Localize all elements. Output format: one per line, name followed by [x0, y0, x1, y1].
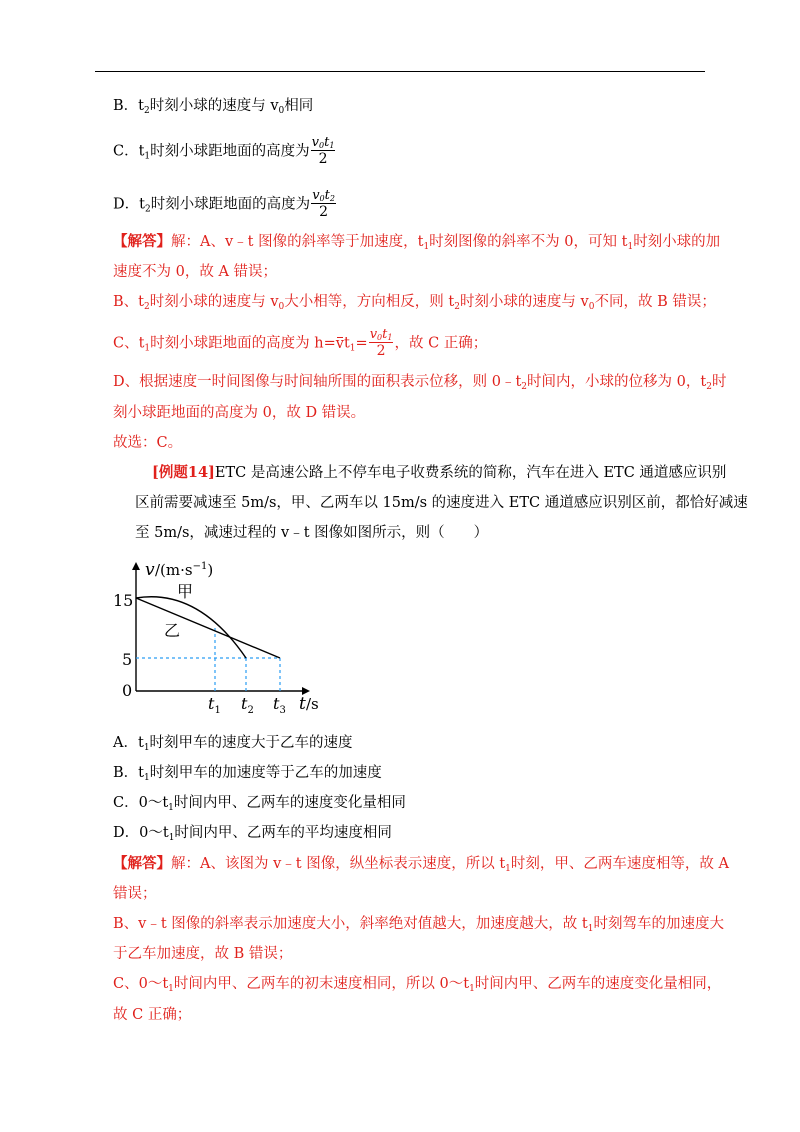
ytick-15: 15 — [113, 591, 134, 610]
answer2-line-b1: B、v﹣t 图像的斜率表示加速度大小，斜率绝对值越大，加速度越大，故 $t_1$时刻驾车的加速度大 — [113, 916, 724, 934]
option-d: D．$0\sim t_1$时间内甲、乙两车的平均速度相同 — [113, 825, 392, 843]
header-rule — [95, 71, 705, 72]
option-c-prev: C．$t_1$时刻小球距地面的高度为 $\frac{v_0t_1}{2}$ — [113, 135, 335, 167]
xtick-t3: $t_3$ — [273, 694, 286, 716]
example-line-1: [例题14]ETC 是高速公路上不停车电子收费系统的简称，汽车在进入 ETC 通道感应识别 — [152, 464, 727, 481]
xtick-t2: $t_2$ — [241, 694, 254, 716]
example-line-2: 区前需要减速至 5m/s，甲、乙两车以 15m/s 的速度进入 ETC 通道感应识别区前，都恰好减速 — [135, 495, 748, 511]
y-axis-unit: $/(m\cdot s^{-1})$ — [155, 561, 214, 579]
xtick-t1: $t_1$ — [208, 694, 221, 716]
option-d-prev: D．$t_2$时刻小球距地面的高度为 $\frac{v_0t_2}{2}$ — [113, 188, 335, 220]
answer1-line-a1: 【解答】解：A、v﹣t 图像的斜率等于加速度，$t_1$时刻图像的斜率不为 0，可知 $t_1$时刻小球的加 — [113, 233, 721, 252]
answer1-line-d2: 刻小球距地面的高度为 0，故 D 错误。 — [113, 405, 366, 421]
example-line-3: 至 5m/s，减速过程的 v﹣t 图像如图所示，则（ ） — [135, 525, 489, 541]
ytick-0: 0 — [122, 681, 133, 700]
vt-graph — [110, 558, 340, 718]
answer2-line-c2: 故 C 正确； — [113, 1007, 192, 1023]
answer2-line-c1: C、$0\sim t_1$时间内甲、乙两车的初末速度相同，所以 $0\sim t_1$时间内甲、乙两车的速度变化量相同， — [113, 976, 722, 994]
x-axis-unit: /s — [306, 695, 319, 713]
ytick-5: 5 — [122, 650, 133, 669]
series-jia-curve — [136, 597, 246, 658]
option-c: C．$0\sim t_1$时间内甲、乙两车的速度变化量相同 — [113, 795, 406, 813]
answer2-line-a2: 错误； — [113, 886, 157, 902]
series-jia-label: 甲 — [177, 582, 194, 601]
fraction: $\frac{v_0t_1}{2}$ — [369, 327, 393, 359]
answer2-line-b2: 于乙车加速度，故 B 错误； — [113, 946, 293, 962]
answer1-line-c: C、$t_1$时刻小球距地面的高度为 $h=vt_1=$ $\frac{v_0t_1}{2}$ ，故 C 正确； — [113, 327, 488, 359]
answer1-choice: 故选：C。 — [113, 435, 183, 451]
y-axis-label: v — [145, 560, 155, 580]
answer1-line-d1: D、根据速度一时间图像与时间轴所围的面积表示位移，则 $0﹣t_2$时间内，小球的位移为 0，$t_2$时 — [113, 374, 727, 392]
fraction: $\frac{v_0t_2}{2}$ — [312, 188, 335, 220]
answer1-line-a2: 速度不为 0，故 A 错误； — [113, 264, 278, 280]
x-axis-label: t — [299, 694, 306, 714]
series-yi-label: 乙 — [164, 621, 181, 640]
guides — [136, 628, 280, 691]
series-yi-line — [136, 598, 280, 658]
answer1-line-b: B、$t_2$时刻小球的速度与 $v_0$大小相等，方向相反，则 $t_2$时刻小球的速度与 $v_0$不同，故 B 错误； — [113, 294, 716, 312]
option-b-prev: B．$t_2$时刻小球的速度与 $v_0$相同 — [113, 98, 314, 116]
option-a: A．$t_1$时刻甲车的速度大于乙车的速度 — [113, 735, 353, 753]
answer2-line-a1: 【解答】解：A、该图为 v﹣t 图像，纵坐标表示速度，所以 $t_1$时刻，甲、乙两车速度相等，故 A — [113, 855, 729, 874]
fraction: $\frac{v_0t_1}{2}$ — [311, 135, 335, 167]
option-b: B．$t_1$时刻甲车的加速度等于乙车的加速度 — [113, 765, 382, 783]
